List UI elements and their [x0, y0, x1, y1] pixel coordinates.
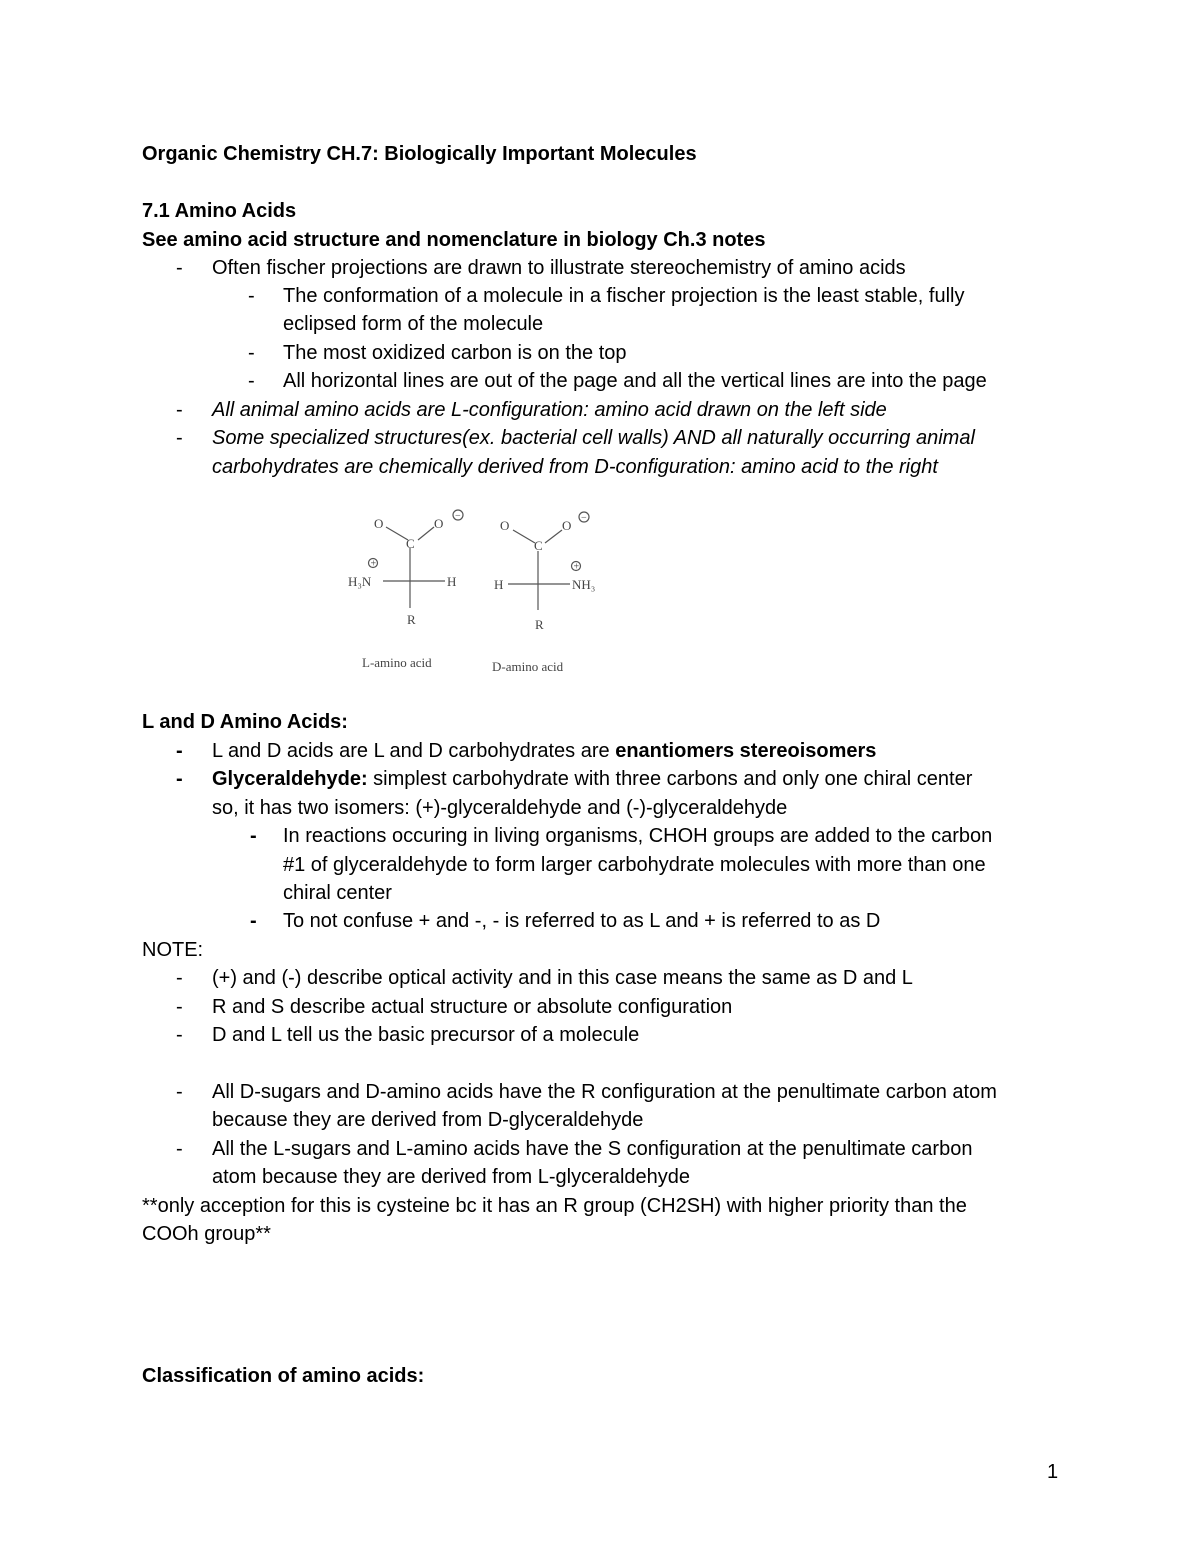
bond-line — [386, 527, 408, 540]
bullet-text: eclipsed form of the molecule — [283, 313, 544, 335]
atom-label: O — [562, 518, 572, 533]
bullet-dash: - — [176, 967, 183, 989]
bullet-dash: - — [250, 910, 257, 932]
bullet-text: In reactions occuring in living organisms, CHOH groups are added to the carbon — [283, 825, 993, 847]
atom-label: C — [534, 538, 543, 553]
bullet-text: The conformation of a molecule in a fischer projection is the least stable, fully — [283, 285, 965, 307]
bullet-text: Often fischer projections are drawn to illustrate stereochemistry of amino acids — [212, 257, 906, 279]
plus-sign: + — [370, 558, 377, 570]
bullet-text-part: simplest carbohydrate with three carbons and only one chiral center — [367, 768, 973, 790]
bullet-dash: - — [176, 768, 183, 790]
plus-sign: + — [573, 561, 580, 573]
bullet-dash: - — [176, 1138, 183, 1160]
figure-caption: L-amino acid — [362, 655, 432, 670]
bullet-text: All D-sugars and D-amino acids have the R configuration at the penultimate carbon atom — [212, 1081, 997, 1103]
bullet-text — [212, 737, 876, 765]
section-heading-l-and-d: L and D Amino Acids: — [142, 711, 348, 733]
atom-label: R — [535, 617, 544, 632]
note-label: NOTE: — [142, 939, 204, 961]
bond-line — [513, 530, 535, 543]
exception-note: COOh group** — [142, 1223, 271, 1245]
bullet-text: so, it has two isomers: (+)-glyceraldehyde and (-)-glyceraldehyde — [212, 797, 788, 819]
bullet-dash: - — [250, 825, 257, 847]
atom-label: C — [406, 536, 415, 551]
bullet-dash: - — [248, 342, 255, 364]
bond-line — [545, 530, 562, 543]
bullet-text: chiral center — [283, 882, 392, 904]
bullet-dash: - — [176, 257, 183, 279]
d-amino-acid-labels — [492, 518, 595, 674]
l-amino-acid-labels — [348, 516, 456, 670]
bullet-text: The most oxidized carbon is on the top — [283, 342, 627, 364]
page-title: Organic Chemistry CH.7: Biologically Important Molecules — [142, 143, 697, 165]
page-number: 1 — [1047, 1461, 1059, 1483]
bond-line — [418, 527, 434, 540]
bullet-dash: - — [176, 427, 183, 449]
bullet-text: #1 of glyceraldehyde to form larger carbohydrate molecules with more than one — [283, 854, 986, 876]
atom-label: NH₃ — [572, 577, 596, 592]
bullet-dash: - — [176, 740, 183, 762]
bullet-text: To not confuse + and -, - is referred to as L and + is referred to as D — [283, 910, 881, 932]
bullet-text: (+) and (-) describe optical activity and in this case means the same as D and L — [212, 967, 913, 989]
bullet-dash: - — [248, 370, 255, 392]
bullet-text: atom because they are derived from L-glyceraldehyde — [212, 1166, 691, 1188]
bullet-dash: - — [176, 996, 183, 1018]
atom-label: O — [434, 516, 444, 531]
minus-sign: − — [581, 512, 587, 524]
bullet-text: D and L tell us the basic precursor of a molecule — [212, 1024, 640, 1046]
section-heading-classification: Classification of amino acids: — [142, 1365, 425, 1387]
fischer-projection-figure — [330, 500, 620, 685]
atom-label: O — [374, 516, 384, 531]
section-heading-amino-acids: 7.1 Amino Acids — [142, 200, 297, 222]
bullet-text: All horizontal lines are out of the page and all the vertical lines are into the page — [283, 370, 987, 392]
bullet-dash: - — [176, 399, 183, 421]
bullet-text-part: L and D acids are L and D carbohydrates are — [212, 740, 616, 762]
bullet-text-bold: Glyceraldehyde: — [212, 768, 368, 790]
bullet-text: All the L-sugars and L-amino acids have the S configuration at the penultimate carbon — [212, 1138, 973, 1160]
atom-label: H — [447, 574, 457, 589]
bullet-dash: - — [248, 285, 255, 307]
bullet-text: carbohydrates are chemically derived from D-configuration: amino acid to the right — [212, 456, 938, 478]
bullet-dash: - — [176, 1024, 183, 1046]
bullet-text: R and S describe actual structure or absolute configuration — [212, 996, 733, 1018]
bullet-text: because they are derived from D-glyceraldehyde — [212, 1109, 644, 1131]
figure-caption: D-amino acid — [492, 659, 564, 674]
bullet-text-bold: enantiomers stereoisomers — [615, 740, 877, 762]
atom-label: H — [494, 577, 504, 592]
section-subheading: See amino acid structure and nomenclature in biology Ch.3 notes — [142, 229, 766, 251]
atom-label: H₃N — [348, 574, 372, 589]
bullet-text — [212, 765, 972, 793]
atom-label: R — [407, 612, 416, 627]
atom-label: O — [500, 518, 510, 533]
bullet-text: All animal amino acids are L-configuration: amino acid drawn on the left side — [212, 399, 887, 421]
exception-note: **only acception for this is cysteine bc it has an R group (CH2SH) with higher priority than the — [142, 1195, 967, 1217]
bullet-dash: - — [176, 1081, 183, 1103]
minus-sign: − — [455, 510, 461, 522]
bullet-text: Some specialized structures(ex. bacterial cell walls) AND all naturally occurring animal — [212, 427, 975, 449]
